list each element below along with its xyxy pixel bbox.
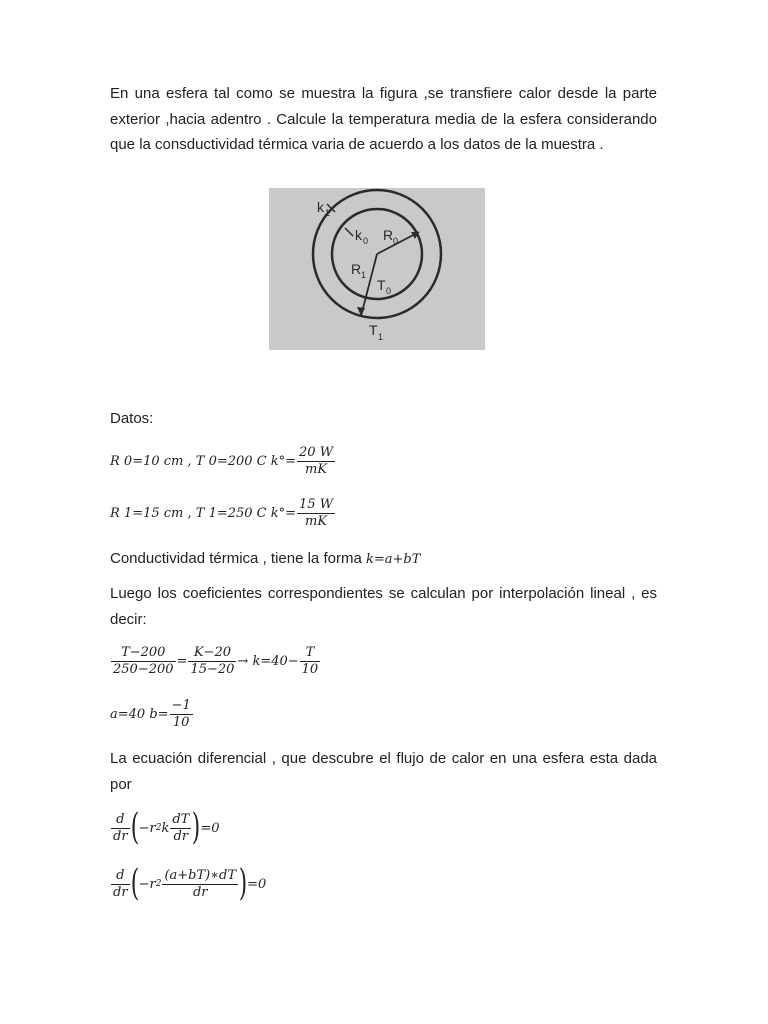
conductividad-formula: k=a+bT [365, 552, 421, 567]
equation-r0 [110, 445, 336, 478]
datos-label: Datos: [110, 410, 154, 427]
r0-label: R [383, 227, 394, 243]
svg-text:1: 1 [378, 332, 384, 342]
sphere-diagram [269, 188, 485, 350]
svg-text:1: 1 [325, 208, 331, 218]
eq1-fraction: $\frac{20 W}{mK}$ [299, 445, 334, 477]
conductividad-line: Conductividad térmica , tiene la forma k=a+bT [110, 550, 421, 567]
eq2-fraction: $\frac{15 W}{mK}$ [299, 497, 334, 529]
ecuacion-paragraph: La ecuación diferencial , que descubre el flujo de calor en una esfera esta dada por [110, 750, 657, 793]
sphere-figure [269, 188, 485, 350]
svg-text:1: 1 [361, 270, 367, 280]
interpolacion-paragraph: Luego los coeficientes correspondientes se calculan por interpolación lineal , es decir: [110, 585, 657, 628]
svg-text:0: 0 [363, 236, 369, 246]
equation-r1 [110, 497, 336, 530]
t0-label: T [377, 277, 386, 293]
svg-text:0: 0 [393, 236, 399, 246]
differential-equation-2: $\frac{d}{dr}$ ( −r 2 $\frac{(a+bT)∗dT}{dr}$ ) =0 [113, 863, 267, 904]
r1-label: R [351, 261, 362, 277]
eq2-lhs: R 1=15 cm , T 1=250 C k°= [110, 506, 297, 521]
coefficients-equation: a=40 b= $\frac{-1}{10}$ [110, 698, 191, 730]
t1-label: T [369, 322, 378, 338]
differential-equation-1: $\frac{d}{dr}$ ( −r 2 k $\frac{dT}{dr}$ ) =0 [113, 807, 220, 848]
k0-label: k [355, 227, 362, 243]
eq1-lhs: R 0=10 cm , T 0=200 C k°= [110, 454, 297, 469]
intro-paragraph: En una esfera tal como se muestra la figura ,se transfiere calor desde la parte exterior ,hacia adentro . Calcule la temperatura media de la esfera considerando que la consductividad térmica varia de acuerdo a los datos de la muestra . [110, 85, 657, 153]
svg-text:0: 0 [386, 286, 392, 296]
interpolation-equation: $\frac{T-200}{250-200}$ = $\frac{K-20}{15-20}$ → k=40− $\frac{T}{10}$ [113, 645, 319, 677]
k1-label: k [317, 199, 324, 215]
